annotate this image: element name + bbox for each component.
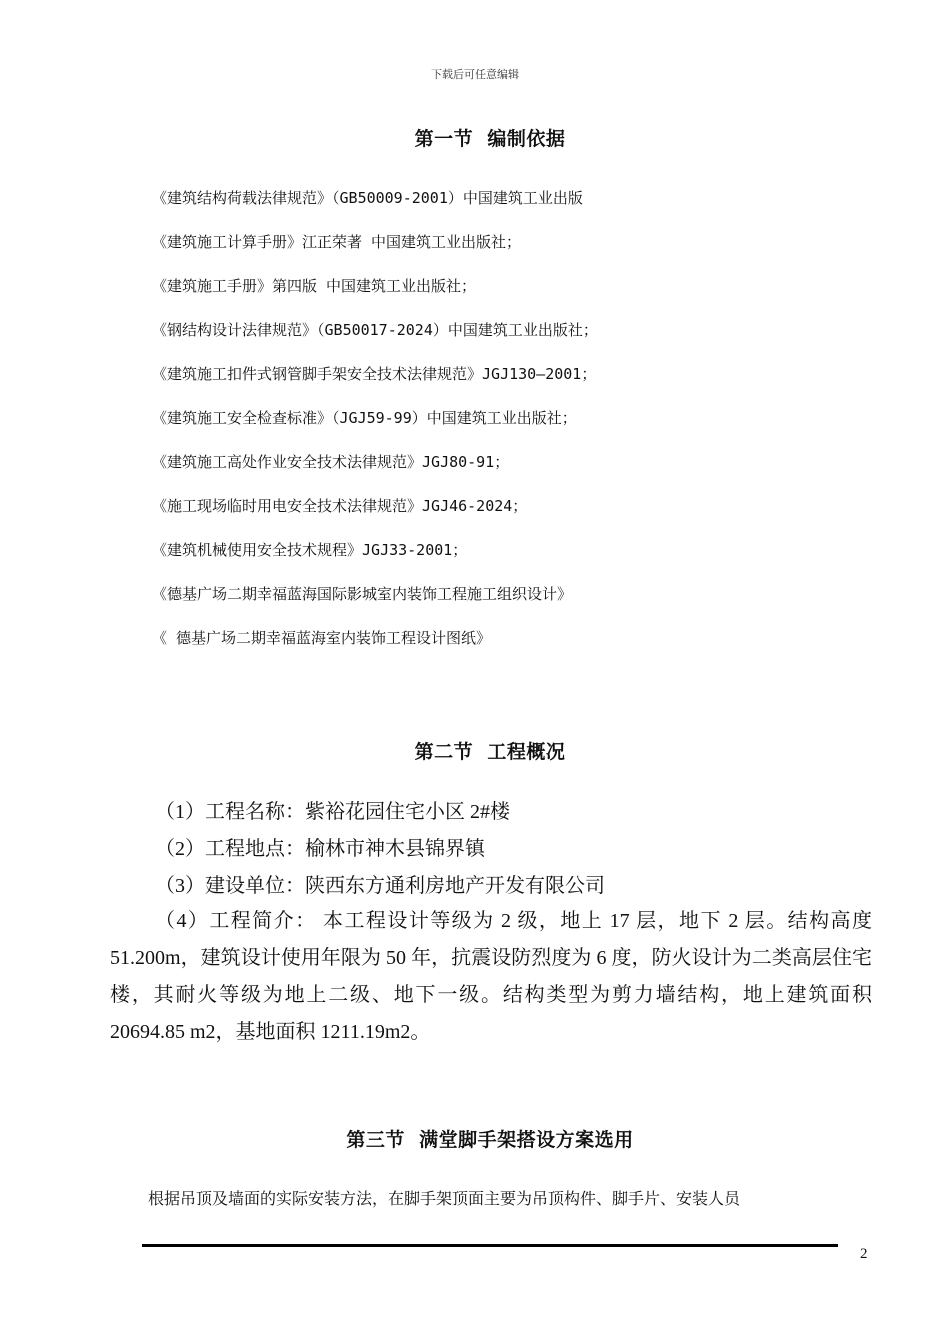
reference-item: 《 德基广场二期幸福蓝海室内装饰工程设计图纸》: [152, 629, 492, 647]
reference-item: 《施工现场临时用电安全技术法律规范》JGJ46-2024；: [152, 497, 528, 515]
project-location-line: （2）工程地点：榆林市神木县锦界镇: [155, 838, 485, 860]
reference-item: 《建筑结构荷载法律规范》（GB50009-2001）中国建筑工业出版: [152, 189, 583, 207]
reference-item: 《建筑施工计算手册》江正荣著 中国建筑工业出版社；: [152, 233, 522, 251]
reference-list: [152, 186, 852, 670]
section-3-paragraph: 根据吊顶及墙面的实际安装方法，在脚手架顶面主要为吊顶构件、脚手片、安装人员: [148, 1189, 741, 1208]
page-number: 2: [860, 1246, 868, 1262]
reference-item: 《钢结构设计法律规范》（GB50017-2024）中国建筑工业出版社；: [152, 321, 598, 339]
project-intro-paragraph: （4）工程简介： 本工程设计等级为 2 级，地上 17 层，地下 2 层。结构高度 51.200m，建筑设计使用年限为 50 年，抗震设防烈度为 6 度，防火设计为二类高层住宅楼，其耐火等级为地上二级、地下一级。结构类型为剪力墙结构，地上建筑面积 20694.85 m2，基地面积 1211.19m2。: [110, 910, 872, 1043]
section-1-title: 第一节 编制依据: [414, 128, 566, 150]
reference-item: 《建筑施工手册》第四版 中国建筑工业出版社；: [152, 277, 477, 295]
page-header: 下载后可任意编辑: [431, 68, 519, 81]
reference-item: 《建筑机械使用安全技术规程》JGJ33-2001；: [152, 541, 468, 559]
reference-item: 《德基广场二期幸福蓝海国际影城室内装饰工程施工组织设计》: [152, 585, 573, 603]
section-2-title: 第二节 工程概况: [414, 741, 566, 763]
section-3-title: 第三节 满堂脚手架搭设方案选用: [346, 1129, 634, 1151]
footer-divider: [142, 1244, 838, 1247]
reference-item: 《建筑施工高处作业安全技术法律规范》JGJ80-91；: [152, 453, 510, 471]
reference-item: 《建筑施工安全检查标准》（JGJ59-99）中国建筑工业出版社；: [152, 409, 577, 427]
project-name-line: （1）工程名称：紫裕花园住宅小区 2#楼: [155, 801, 510, 823]
project-owner-line: （3）建设单位：陕西东方通利房地产开发有限公司: [155, 875, 605, 897]
reference-item: 《建筑施工扣件式钢管脚手架安全技术法律规范》JGJ130—2001；: [152, 365, 597, 383]
